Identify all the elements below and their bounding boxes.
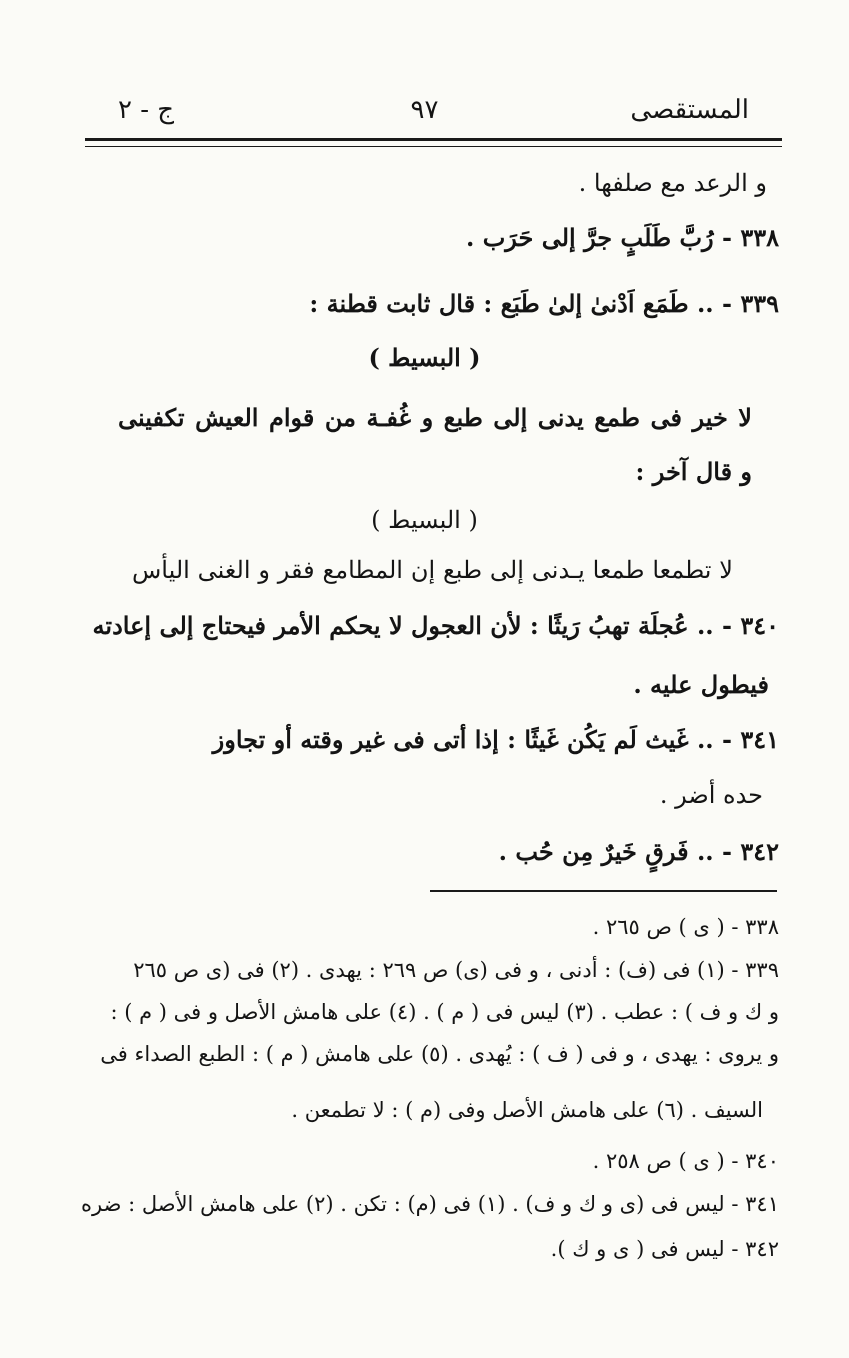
footnote: ٣٣٩ - (١) فى (ف) : أدنى ، و فى (ى) ص ٢٦٩ : يهدى . (٢) فى (ى ص ٢٦٥ xyxy=(133,958,779,982)
proverb-338: ٣٣٨ - رُبَّ طَلَبٍ جرَّ إلى حَرَب . xyxy=(465,223,779,252)
footnote: ٣٣٨ - ( ى ) ص ٢٦٥ . xyxy=(592,915,779,939)
volume-label: ج - ٢ xyxy=(118,95,175,125)
footnote-rule xyxy=(430,890,777,892)
proverb-339: ٣٣٩ - .. طَمَع اَدْنىٰ إلىٰ طَبَع : قال ثابت قطنة : xyxy=(309,289,779,318)
footnote: ٣٤١ - ليس فى (ى و ك و ف) . (١) فى (م) : تكن . (٢) على هامش الأصل : ضره xyxy=(81,1192,779,1216)
proverb-340: ٣٤٠ - .. عُجلَة تهبُ رَيثًا : لأن العجول لا يحكم الأمر فيحتاج إلى إعادته xyxy=(92,611,779,640)
header-rule-thick xyxy=(85,138,782,141)
meter-label: ( البسيط ) xyxy=(371,506,478,534)
footnote: ٣٤٠ - ( ى ) ص ٢٥٨ . xyxy=(592,1149,779,1173)
body-line: و قال آخر : xyxy=(635,457,752,486)
body-line: و الرعد مع صلفها . xyxy=(578,169,767,197)
running-title: المستقصى xyxy=(630,95,749,125)
footnote: ٣٤٢ - ليس فى ( ى و ك ). xyxy=(550,1237,779,1261)
footnote: و ك و ف ) : عطب . (٣) ليس فى ( م ) . (٤) على هامش الأصل و فى ( م ) : xyxy=(110,1000,779,1024)
proverb-341: ٣٤١ - .. غَيث لَم يَكُن غَيثًا : إذا أتى فى غير وقته أو تجاوز xyxy=(212,725,779,754)
meter-label: ( البسيط ) xyxy=(368,343,481,372)
verse-line: لا خير فى طمع يدنى إلى طبع و غُفـة من قوام العيش تكفينى xyxy=(118,403,752,432)
body-line: حده أضر . xyxy=(659,781,763,809)
body-line: فيطول عليه . xyxy=(633,670,769,699)
footnote: و يروى : يهدى ، و فى ( ف ) : يُهدى . (٥) على هامش ( م ) : الطبع الصداء فى xyxy=(100,1042,779,1066)
header-rule-thin xyxy=(85,146,782,147)
footnote: السيف . (٦) على هامش الأصل وفى (م ) : لا تطمعن . xyxy=(291,1098,763,1122)
page-number: ٩٧ xyxy=(410,95,439,125)
verse-line: لا تطمعا طمعا يـدنى إلى طبع إن المطامع فقر و الغنى اليأس xyxy=(132,556,733,584)
proverb-342: ٣٤٢ - .. فَرقٍ خَيرٌ مِن حُب . xyxy=(498,837,779,866)
